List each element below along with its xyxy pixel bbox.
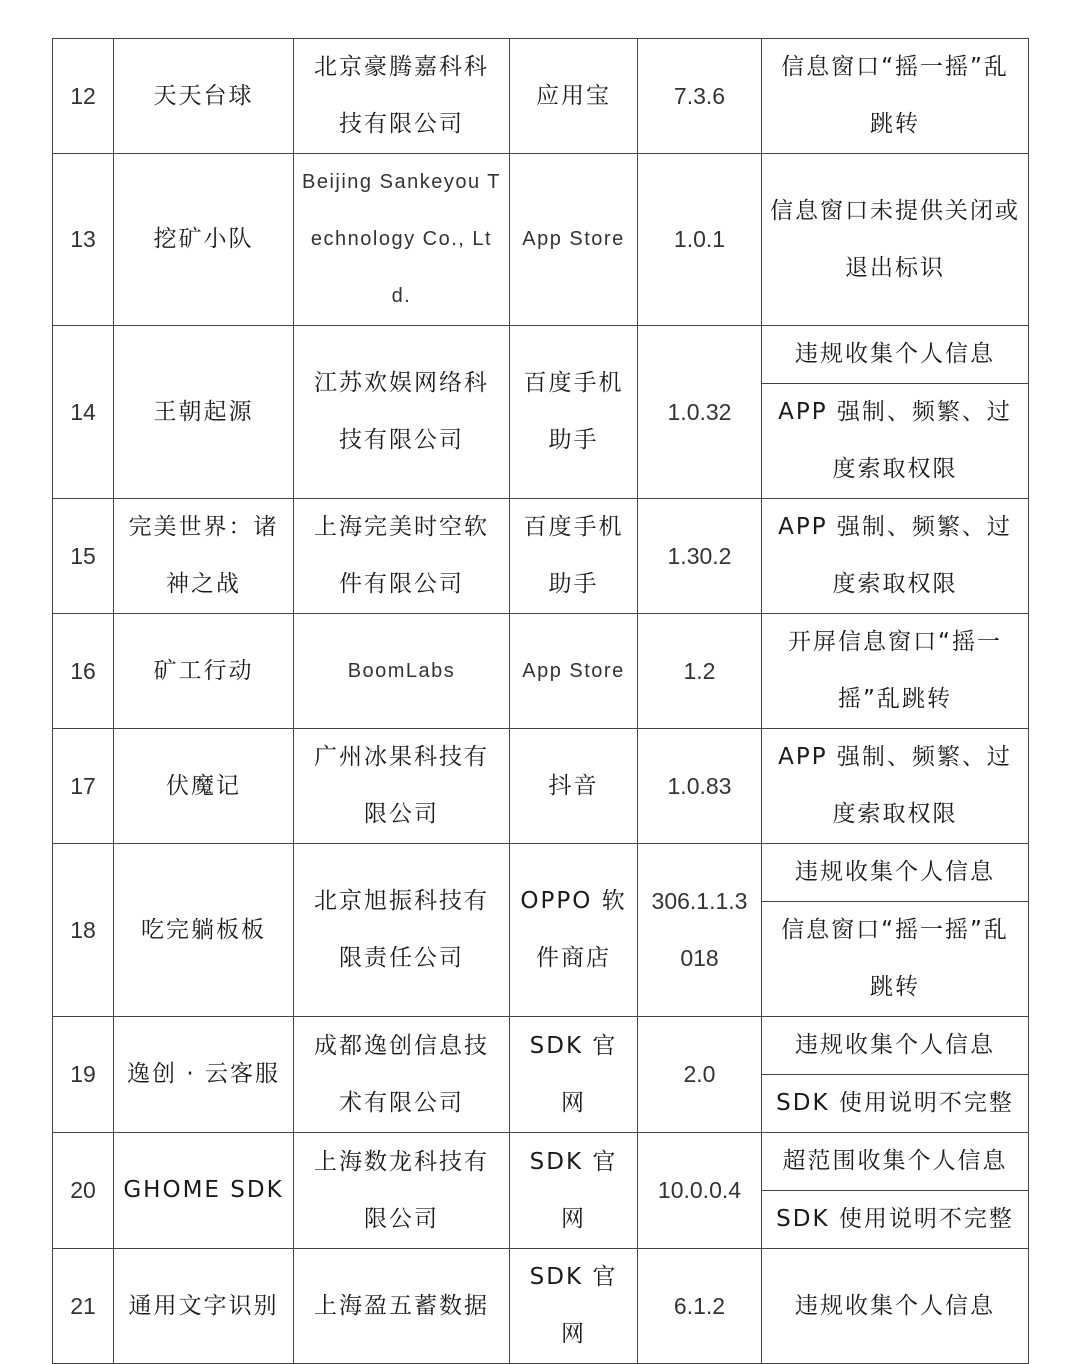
issue: APP 强制、频繁、过度索取权限 [762,499,1029,614]
version: 306.1.1.3018 [638,844,762,1017]
app-name: 完美世界：诸神之战 [114,499,294,614]
company-name: 广州冰果科技有限公司 [294,729,510,844]
download-channel: OPPO 软件商店 [510,844,638,1017]
version: 7.3.6 [638,39,762,154]
company-name: BoomLabs [294,614,510,729]
row-number: 19 [53,1017,114,1133]
company-name: 北京旭振科技有限责任公司 [294,844,510,1017]
issue: 违规收集个人信息 [762,326,1029,384]
company-name: 成都逸创信息技术有限公司 [294,1017,510,1133]
version: 1.0.1 [638,154,762,326]
table-row [53,614,1029,729]
version: 6.1.2 [638,1249,762,1364]
download-channel: 抖音 [510,729,638,844]
table-row [53,1249,1029,1364]
company-name: Beijing Sankeyou Technology Co., Ltd. [294,154,510,326]
download-channel: 百度手机助手 [510,499,638,614]
issue: APP 强制、频繁、过度索取权限 [762,729,1029,844]
issue: SDK 使用说明不完整 [762,1191,1029,1249]
row-number: 13 [53,154,114,326]
version: 2.0 [638,1017,762,1133]
app-name: 王朝起源 [114,326,294,499]
download-channel: SDK 官网 [510,1133,638,1249]
company-name: 上海盈五蓄数据 [294,1249,510,1364]
issue: 违规收集个人信息 [762,844,1029,902]
row-number: 21 [53,1249,114,1364]
issue: 违规收集个人信息 [762,1249,1029,1364]
app-name: 矿工行动 [114,614,294,729]
table-row [53,154,1029,326]
company-name: 上海数龙科技有限公司 [294,1133,510,1249]
download-channel: 应用宝 [510,39,638,154]
table-row [53,1017,1029,1075]
download-channel: SDK 官网 [510,1249,638,1364]
issue: 超范围收集个人信息 [762,1133,1029,1191]
version: 1.30.2 [638,499,762,614]
issue: SDK 使用说明不完整 [762,1075,1029,1133]
issue: 信息窗口“摇一摇”乱跳转 [762,902,1029,1017]
issue: APP 强制、频繁、过度索取权限 [762,384,1029,499]
issue: 违规收集个人信息 [762,1017,1029,1075]
table-row [53,844,1029,902]
table-row [53,1133,1029,1191]
table-row [53,729,1029,844]
app-name: 天天台球 [114,39,294,154]
download-channel: App Store [510,154,638,326]
company-name: 江苏欢娱网络科技有限公司 [294,326,510,499]
version: 10.0.0.4 [638,1133,762,1249]
app-name: 逸创 · 云客服 [114,1017,294,1133]
app-name: 伏魔记 [114,729,294,844]
issue: 开屏信息窗口“摇一摇”乱跳转 [762,614,1029,729]
app-name: 挖矿小队 [114,154,294,326]
company-name: 北京豪腾嘉科科技有限公司 [294,39,510,154]
issue: 信息窗口“摇一摇”乱跳转 [762,39,1029,154]
version: 1.0.32 [638,326,762,499]
row-number: 14 [53,326,114,499]
app-name: 通用文字识别 [114,1249,294,1364]
row-number: 12 [53,39,114,154]
table-row [53,39,1029,154]
violations-table [52,38,1029,1364]
version: 1.2 [638,614,762,729]
version: 1.0.83 [638,729,762,844]
table-row [53,499,1029,614]
row-number: 17 [53,729,114,844]
row-number: 18 [53,844,114,1017]
row-number: 20 [53,1133,114,1249]
table-row [53,326,1029,384]
app-name: GHOME SDK [114,1133,294,1249]
download-channel: SDK 官网 [510,1017,638,1133]
row-number: 16 [53,614,114,729]
download-channel: App Store [510,614,638,729]
company-name: 上海完美时空软件有限公司 [294,499,510,614]
app-name: 吃完躺板板 [114,844,294,1017]
download-channel: 百度手机助手 [510,326,638,499]
issue: 信息窗口未提供关闭或退出标识 [762,154,1029,326]
row-number: 15 [53,499,114,614]
